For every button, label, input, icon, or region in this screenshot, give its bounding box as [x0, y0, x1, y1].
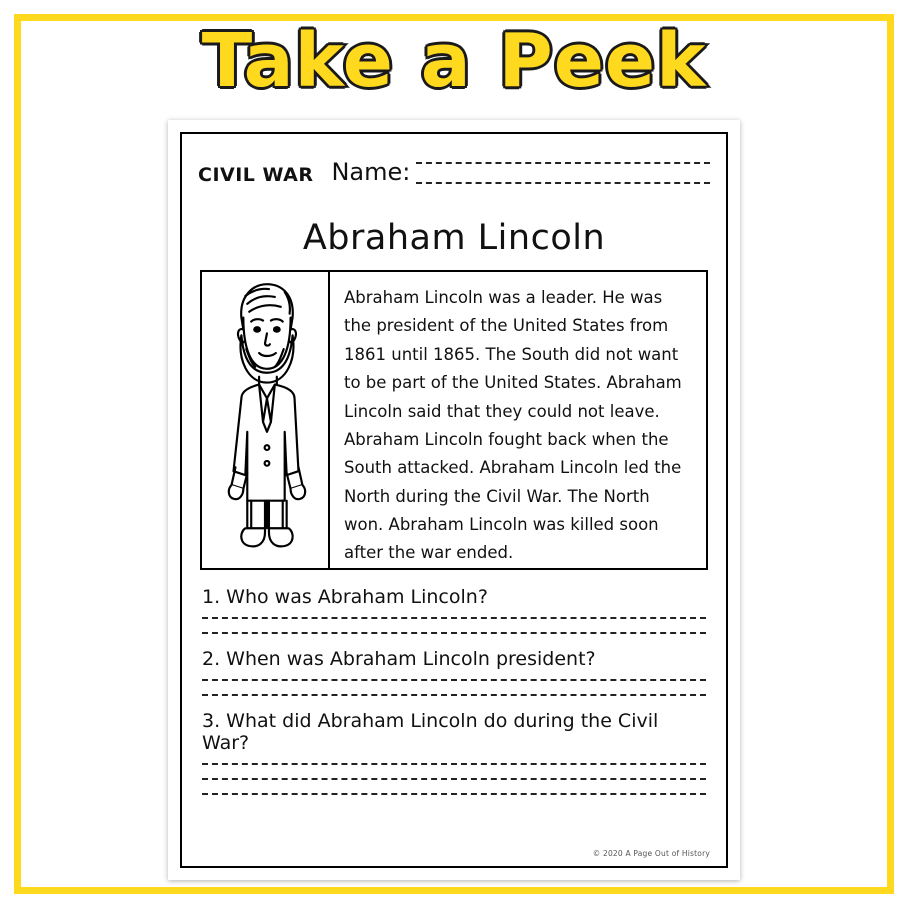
- question-3: 3. What did Abraham Lincoln do during the Civil War?: [202, 710, 659, 754]
- name-line-2: [416, 182, 710, 184]
- question-2: 2. When was Abraham Lincoln president?: [202, 648, 596, 670]
- question-1: 1. Who was Abraham Lincoln?: [202, 586, 488, 608]
- name-line-1: [416, 162, 710, 164]
- passage-text: Abraham Lincoln was a leader. He was the president of the United States from 1861 until 1865. The South did not want to be part of the United States. Abraham Lincoln said that they could not leave. Abraham Lincoln fought back when the South attacked. Abraham Lincoln led the North during the Civil War. The North won. Abraham Lincoln was killed soon after the war ended.: [344, 288, 682, 563]
- answer-lines-3[interactable]: [202, 763, 706, 795]
- answer-line: [202, 793, 706, 795]
- answer-line: [202, 679, 706, 681]
- subject-label: CIVIL WAR: [198, 164, 314, 186]
- answer-lines-1[interactable]: [202, 617, 706, 634]
- name-label: Name:: [331, 158, 411, 186]
- worksheet-border: [180, 132, 728, 868]
- worksheet-header: [198, 154, 710, 202]
- questions-list: [198, 586, 710, 795]
- answer-lines-2[interactable]: [202, 679, 706, 696]
- answer-line: [202, 778, 706, 780]
- page-title: Take a Peek: [201, 18, 707, 104]
- answer-line: [202, 632, 706, 634]
- worksheet-preview[interactable]: [168, 120, 740, 880]
- answer-line: [202, 763, 706, 765]
- name-write-lines[interactable]: [410, 154, 710, 202]
- answer-line: [202, 694, 706, 696]
- passage-box: [200, 270, 708, 570]
- worksheet-title: Abraham Lincoln: [302, 218, 606, 258]
- abraham-lincoln-illustration: [202, 272, 330, 568]
- answer-line: [202, 617, 706, 619]
- copyright-footer: © 2020 A Page Out of History: [592, 849, 710, 858]
